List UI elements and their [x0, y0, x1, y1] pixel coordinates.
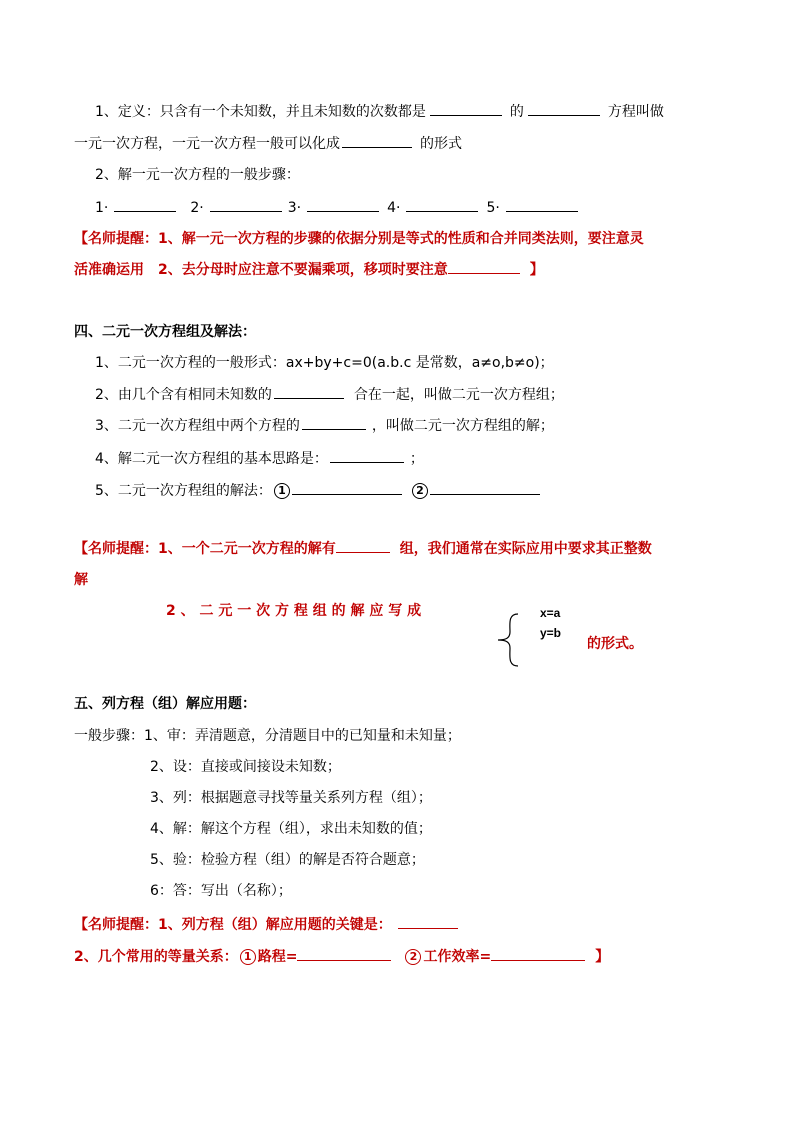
system-definition-line [95, 384, 564, 405]
text: 】 [529, 262, 544, 278]
blank[interactable] [336, 538, 390, 553]
teacher-tip-line-3: 2 、 二 元 一 次 方 程 组 的 解 应 写 成 [166, 603, 422, 619]
blank[interactable] [528, 101, 600, 116]
definition-text: 1、定义：只含有一个未知数，并且未知数的次数都是 [95, 104, 426, 120]
system-solution-line [95, 415, 554, 436]
blank[interactable] [330, 448, 404, 463]
definition-line-1 [95, 101, 664, 122]
text: 2、由几个含有相同未知数的 [95, 387, 272, 403]
step-label: 2· [190, 200, 204, 216]
blank[interactable] [302, 415, 366, 430]
step-label: 3· [287, 200, 302, 216]
text: 的形式。 [587, 636, 643, 652]
blank[interactable] [292, 480, 402, 495]
solving-methods-line [95, 480, 540, 501]
text: 方程叫做 [607, 104, 664, 120]
text: ，叫做二元一次方程组的解； [371, 418, 554, 434]
text: 活准确运用 2、去分母时应注意不要漏乘项，移项时要注意 [74, 262, 448, 278]
text: 合在一起，叫做二元一次方程组； [353, 387, 564, 403]
teacher-tip-line-2 [74, 259, 544, 280]
text: 路程= [257, 949, 298, 965]
blank[interactable] [430, 101, 502, 116]
text: 2、几个常用的等量关系： [74, 949, 238, 965]
step-answer: 6：答：写出（名称）； [150, 883, 292, 899]
blank[interactable] [114, 197, 176, 212]
blank[interactable] [342, 133, 412, 148]
steps-heading: 2、解一元一次方程的一般步骤： [95, 167, 300, 183]
basic-idea-line [95, 448, 424, 469]
section-4-heading: 四、二元一次方程组及解法： [74, 324, 256, 340]
blank[interactable] [406, 197, 478, 212]
equation-y: y=b [540, 626, 562, 640]
step-label: 5· [486, 200, 500, 216]
text: 的形式 [420, 136, 462, 152]
blank[interactable] [398, 914, 458, 929]
text: 5、二元一次方程组的解法： [95, 483, 272, 499]
general-form-line: 1、二元一次方程的一般形式：ax+by+c=0(a.b.c 是常数，a≠o,b≠o)； [95, 355, 554, 371]
teacher-tip-line-1: 【名师提醒：1、解一元一次方程的步骤的依据分别是等式的性质和合并同类法则，要注意灵 [74, 231, 644, 247]
text: 【名师提醒：1、列方程（组）解应用题的关键是： [74, 917, 392, 933]
circled-number-1: 1 [240, 949, 256, 965]
blank[interactable] [307, 197, 379, 212]
circled-number-1: 1 [274, 483, 290, 499]
text: 4、解二元一次方程组的基本思路是： [95, 451, 328, 467]
step-set: 2、设：直接或间接设未知数； [150, 759, 341, 775]
text: ； [409, 451, 424, 467]
text: 工作效率= [423, 949, 492, 965]
section-5-heading: 五、列方程（组）解应用题： [74, 696, 256, 712]
blank[interactable] [430, 480, 540, 495]
step-check: 5、验：检验方程（组）的解是否符合题意； [150, 852, 425, 868]
definition-line-2 [74, 133, 462, 154]
blank[interactable] [274, 384, 344, 399]
text: 【名师提醒：1、一个二元一次方程的解有 [74, 541, 336, 557]
teacher-tip-line-1 [74, 538, 652, 559]
text: 】 [595, 949, 610, 965]
step-solve: 4、解：解这个方程（组），求出未知数的值； [150, 821, 432, 837]
blank[interactable] [210, 197, 282, 212]
blank[interactable] [448, 259, 520, 274]
teacher-tip-line-1 [74, 914, 458, 935]
blank[interactable] [491, 946, 585, 961]
teacher-tip-line-2: 解 [74, 572, 88, 588]
text: 一元一次方程，一元一次方程一般可以化成 [74, 136, 340, 152]
steps-row [95, 197, 578, 218]
text: 组，我们通常在实际应用中要求其正整数 [399, 541, 652, 557]
teacher-tip-line-2 [74, 946, 609, 967]
blank[interactable] [297, 946, 391, 961]
equation-x: x=a [540, 606, 561, 620]
circled-number-2: 2 [405, 949, 421, 965]
step-review: 一般步骤：1、审：弄清题意，分清题目中的已知量和未知量； [74, 728, 461, 744]
text: 的 [509, 104, 524, 120]
text: 3、二元一次方程组中两个方程的 [95, 418, 300, 434]
step-label: 4· [387, 200, 401, 216]
circled-number-2: 2 [412, 483, 428, 499]
step-list: 3、列：根据题意寻找等量关系列方程（组）； [150, 790, 432, 806]
step-label: 1· [95, 200, 109, 216]
equation-system-brace [494, 612, 522, 668]
blank[interactable] [506, 197, 578, 212]
